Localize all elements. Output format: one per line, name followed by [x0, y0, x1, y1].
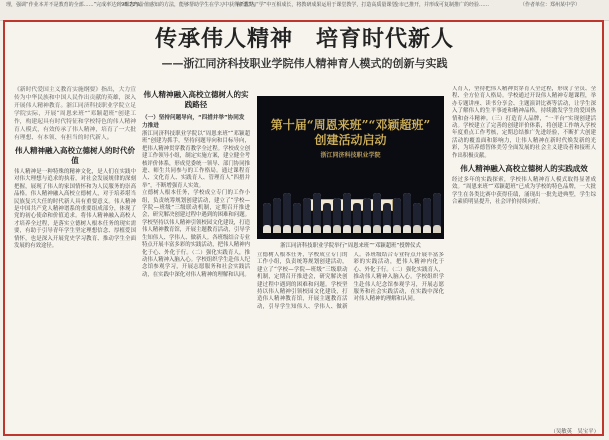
article-headline: 传承伟人精神 培育时代新人 — [154, 26, 454, 52]
student-figure — [313, 193, 321, 233]
student-figure — [333, 198, 341, 233]
ceremony-photo — [257, 96, 444, 239]
section-3-body: 经过多年的实践探索，学校伟人精神育人模式取得显著成效。“周恩来班”“邓颖超班”已成为学校的特色品牌，一大批学生在各类比赛中获得佳绩，涌现出一批先进典型，学生综合素质明显提升，社会评价持续向好。 — [452, 177, 596, 206]
student-figure — [363, 198, 371, 233]
student-figure — [323, 203, 331, 233]
student-figure — [383, 203, 391, 233]
stage-backdrop-text — [257, 118, 444, 163]
student-figure — [423, 198, 431, 233]
section-1-body: 伟人精神是一种特殊的精神文化，是人们在实践中对伟大理想与追求的执着，对社会发展规律的深刻把握，展现了伟人的家国情怀和为人民服务的崇高品格。伟人精神融入高校立德树人，对于培养堪当民族复兴大任的时代新人具有重要意义。伟人精神是中国共产党人精神谱系的重要组成部分，体现了党的初心使命和价值追求。将伟人精神融入高校人才培养全过程，是落实立德树人根本任务的现实需要，有助于引导青年学生坚定理想信念、厚植爱国情怀，也是深入开展党史学习教育、推动学生全面发展的有效途径。 — [14, 169, 136, 250]
lead-paragraph: 《新时代爱国主义教育实施纲要》指出，大力宣传为中华民族和中国人民作出贡献的英雄，深入开展伟人精神教育。浙江同济科技职业学院立足学院实际，开展“周恩来班”“邓颖超班”创建工作，构建起具有时代特征和学校特色的伟人精神育人模式，有效传承了伟人精神，培育了一大批有理想、有本领、有担当的时代新人。 — [14, 87, 136, 141]
stage-sub: 浙江同济科技职业学院 — [320, 152, 381, 159]
student-figure — [263, 203, 271, 233]
strip-col-2: 理念与价值感知的方法，能够帮助学生在学习中获得新思路。 — [124, 2, 260, 8]
student-figure — [273, 198, 281, 233]
column-3-lower — [257, 252, 444, 424]
section-2-lower-text: 立德树人根本任务，学校成立专门的工作小组，负责统筹规划创建活动，建立了“学校—学院—班级”三级联动机制，定期召开推进会，研究解决创建过程中遇到的困难和问题。学校坚持以伟人精神引领校园文化建设，打造伟人精神教育馆，开展主题教育活动，引导学生知伟人、学伟人、做新人。各班级结合专业特点开展丰富多彩的实践活动，把伟人精神内化于心、外化于行。（二）强化实践育人，推动伟人精神入脑入心。学校组织学生赴伟人纪念馆参观学习，开展志愿服务和社会实践活动，在实践中深化对伟人精神的理解和认同。 — [257, 252, 444, 310]
student-figure — [403, 193, 411, 233]
column-2 — [142, 86, 250, 422]
section-3-title: 伟人精神融入高校立德树人的实践成效 — [460, 164, 588, 174]
right-column-text: 人育人，坚持把伟人精神贯穿育人全过程，形成了全员、全程、全方位育人格局。学校通过开设伟人精神专题课程，举办专题讲座、读书分享会、主题演讲比赛等活动，让学生深入了解伟人的生平事迹和精神品格，持续激发学生的爱国热情和奋斗精神。（三）打造育人品牌，“一平台”实现创建活动。学校建立了完善的创建评价体系，将创建工作纳入学校年度重点工作考核，定期总结推广先进经验，不断扩大创建活动的覆盖面和影响力，让伟人精神在新时代焕发新的光彩，为培养德智体美劳全面发展的社会主义建设者和接班人作出积极贡献。 — [452, 86, 596, 159]
strip-col-3: 在“教”与“学”中互相成长，将教研成果运用于课堂教学，打造高质量课堂。 — [236, 2, 402, 8]
column-4 — [452, 86, 596, 422]
student-figure — [343, 193, 351, 233]
section-2-continued: 立德树人根本任务，学校成立专门的工作小组，负责统筹规划创建活动，建立了“学校—学院—班级”三级联动机制，定期召开推进会，研究解决创建过程中遇到的困难和问题。学校坚持以伟人精神引领校园文化建设，打造伟人精神教育馆，开展主题教育活动，引导学生知伟人、学伟人、做新人。各班级结合专业特点开展丰富多彩的实践活动，把伟人精神内化于心、外化于行。（二）强化实践育人，推动伟人精神入脑入心。学校组织学生赴伟人纪念馆参观学习，开展志愿服务和社会实践活动，在实践中深化对伟人精神的理解和认同。 — [142, 190, 250, 278]
adjacent-article-strip — [0, 0, 609, 21]
student-figure — [303, 198, 311, 233]
student-figure — [433, 193, 441, 233]
column-1 — [14, 86, 136, 422]
student-figure — [413, 203, 421, 233]
stage-line-1: 第十届“周恩来班”“邓颖超班” — [270, 118, 431, 132]
section-2-title: 伟人精神融入高校立德树人的实践路径 — [143, 90, 249, 109]
strip-col-4: 全市已推开，并形成可复制推广的经验…… — [394, 2, 490, 8]
stage-line-2: 创建活动启动 — [314, 133, 387, 147]
article-subheadline: ——浙江同济科技职业学院伟人精神育人模式的创新与实践 — [161, 57, 448, 70]
student-figure — [283, 193, 291, 233]
article-byline: （吴敏英 吴宝平） — [550, 429, 599, 435]
strip-col-5: （作者单位：郑州某中学） — [520, 2, 581, 8]
student-figure — [373, 193, 381, 233]
student-figure — [393, 198, 401, 233]
section-2-subtitle: （一）坚持问题导向，“四措并举”协同发力推进 — [142, 115, 245, 129]
photo-caption: 浙江同济科技职业学院举行“周恩来班”“邓颖超班”授牌仪式 — [280, 243, 421, 249]
section-2-body: 浙江同济科技职业学院以“周恩来班”“邓颖超班”创建为抓手，坚持问题导向和目标导向，把伟人精神贯穿教育教学全过程。学校成立创建工作领导小组，制定实施方案，建立健全考核评价体系，形成党委统一领导、部门协同推进、师生共同参与的工作格局。通过课程育人、文化育人、实践育人、管理育人“四措并举”，不断增强育人实效。 — [142, 131, 250, 189]
section-1-title: 伟人精神融入高校立德树人的时代价值 — [15, 146, 135, 165]
strip-col-1: 理，强调“作业本并不是教育的全部……”完成率达到96.72%。 — [6, 2, 146, 8]
student-figure — [293, 203, 301, 233]
student-figure — [353, 203, 361, 233]
group-of-students — [257, 173, 444, 233]
